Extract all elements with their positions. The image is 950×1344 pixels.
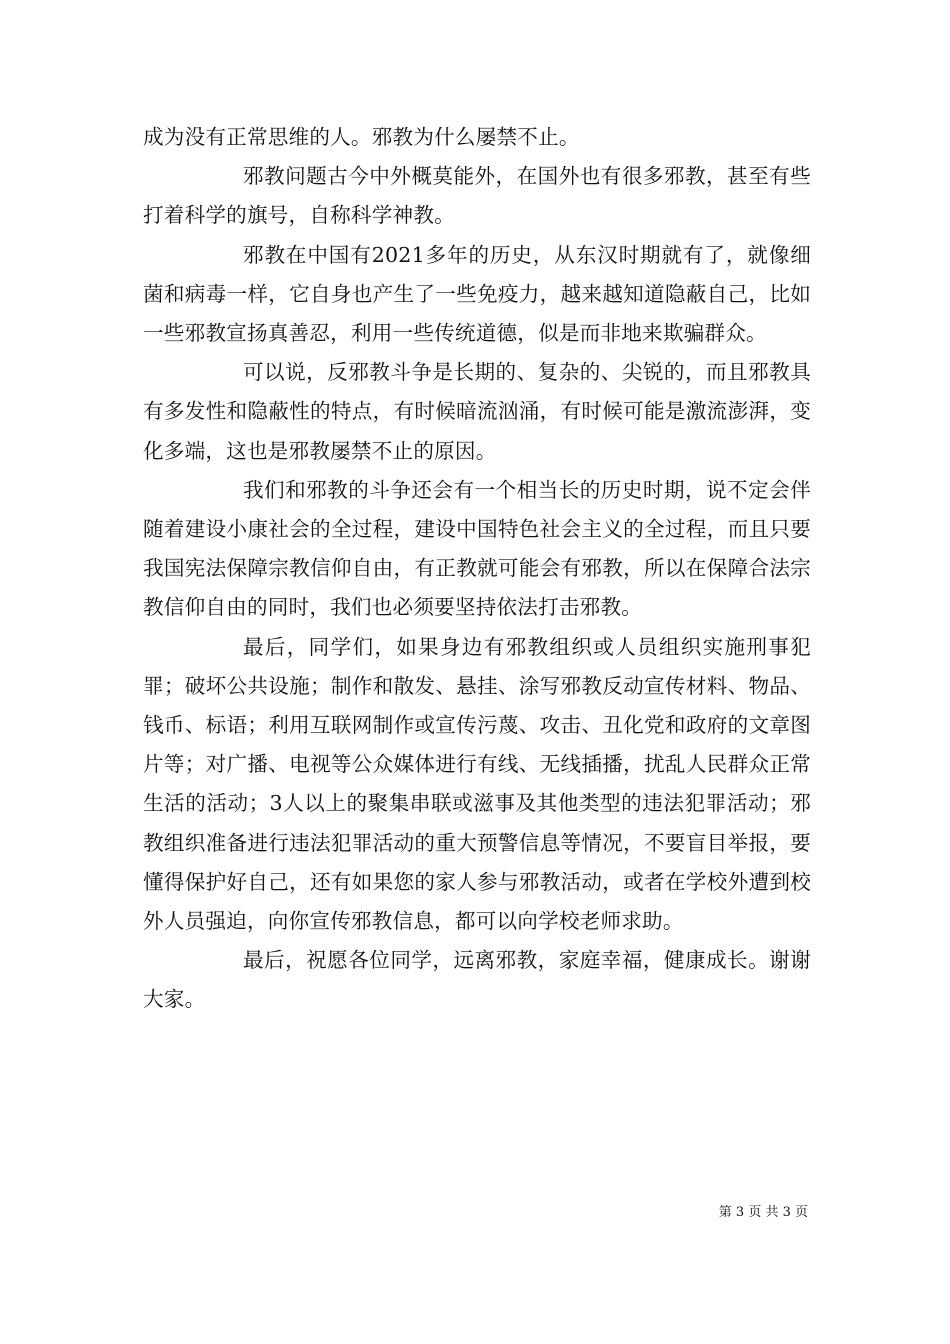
paragraph-cult-history-china: 邪教在中国有2021多年的历史，从东汉时期就有了，就像细菌和病毒一样，它自身也产生了一些免疫力，越来越知道隐蔽自己，比如一些邪教宣扬真善忍，利用一些传统道德，似是而非地来欺骗群众。 [143, 242, 811, 346]
document-body [143, 118, 811, 1020]
paragraph-historical-period: 我们和邪教的斗争还会有一个相当长的历史时期，说不定会伴随着建设小康社会的全过程，建设中国特色社会主义的全过程，而且只要我国宪法保障宗教信仰自由，有正教就可能会有邪教，所以在保障合法宗教信仰自由的同时，我们也必须要坚持依法打击邪教。 [143, 477, 811, 620]
paragraph-continuation: 成为没有正常思维的人。邪教为什么屡禁不止。 [143, 125, 580, 149]
paragraph-report-guidance: 最后，同学们，如果身边有邪教组织或人员组织实施刑事犯罪；破坏公共设施；制作和散发、悬挂、涂写邪教反动宣传材料、物品、钱币、标语；利用互联网制作或宣传污蔑、攻击、丑化党和政府的文章图片等；对广播、电视等公众媒体进行有线、无线插播，扰乱人民群众正常生活的活动；3人以上的聚集串联或滋事及其他类型的违法犯罪活动；邪教组织准备进行违法犯罪活动的重大预警信息等情况，不要盲目举报，要懂得保护好自己，还有如果您的家人参与邪教活动，或者在学校外遭到校外人员强迫，向你宣传邪教信息，都可以向学校老师求助。 [143, 634, 811, 934]
paragraph-closing-wishes: 最后，祝愿各位同学，远离邪教，家庭幸福，健康成长。谢谢大家。 [143, 948, 811, 1012]
paragraph-long-term-struggle: 可以说，反邪教斗争是长期的、复杂的、尖锐的，而且邪教具有多发性和隐蔽性的特点，有时候暗流汹涌，有时候可能是激流澎湃，变化多端，这也是邪教屡禁不止的原因。 [143, 360, 811, 463]
page-number-footer: 第 3 页 共 3 页 [718, 1205, 808, 1220]
paragraph-cult-worldwide: 邪教问题古今中外概莫能外，在国外也有很多邪教，甚至有些打着科学的旗号，自称科学神教。 [143, 164, 811, 228]
